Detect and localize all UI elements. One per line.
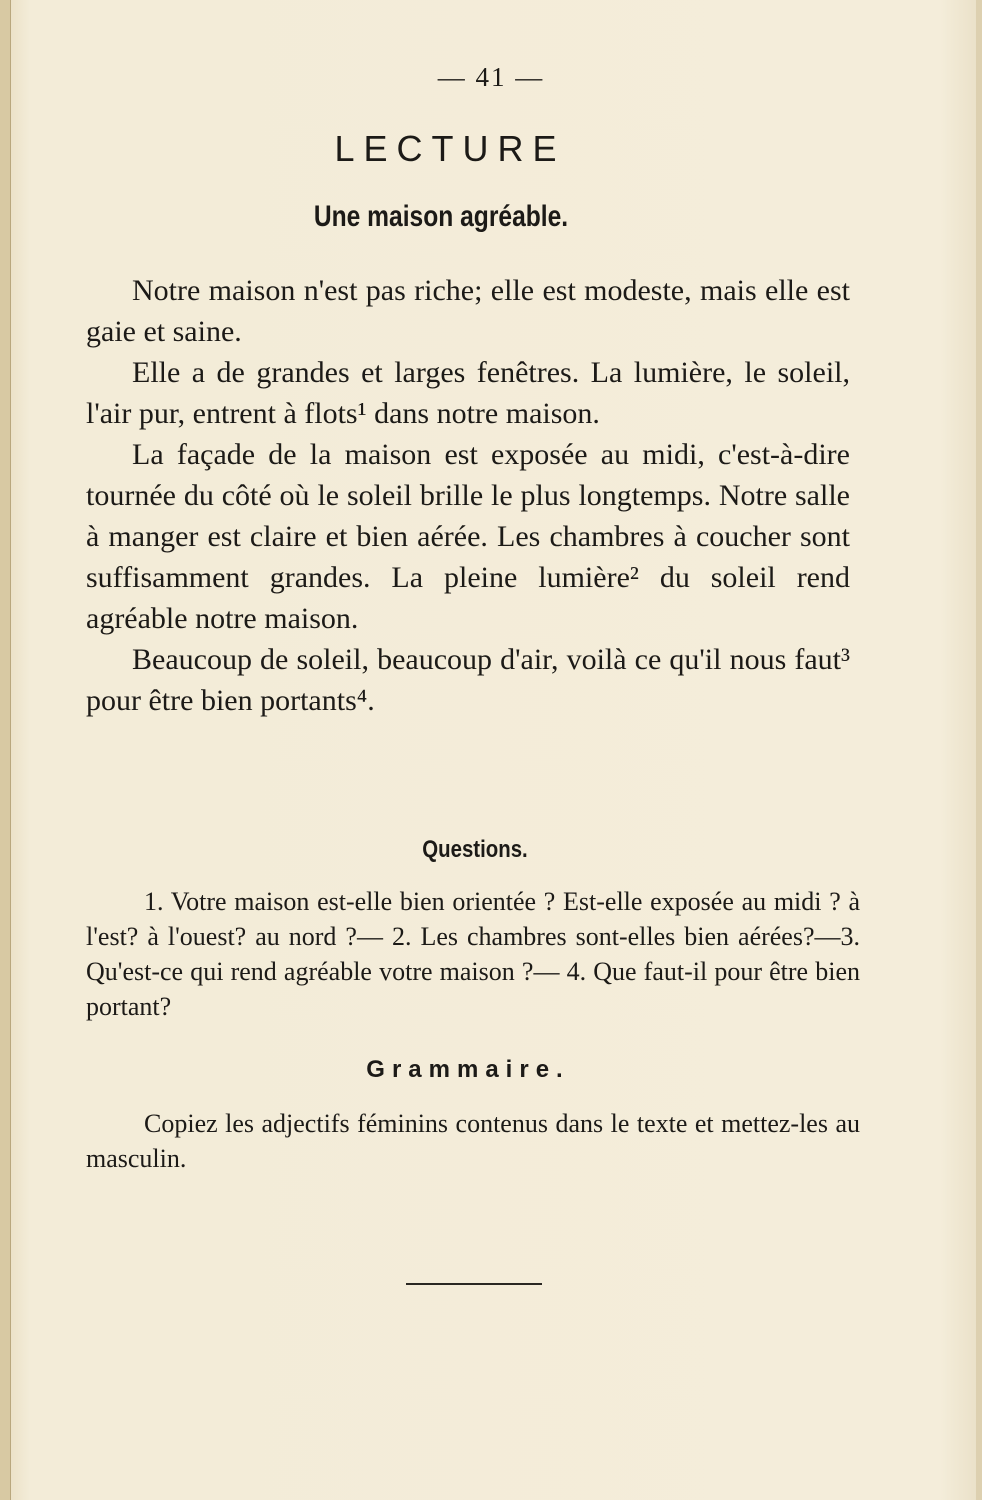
paragraph-1: Notre maison n'est pas riche; elle est modeste, mais elle est gaie et saine. xyxy=(86,274,850,348)
grammar-text: Copiez les adjectifs féminins contenus dans le texte et mettez-les au masculin. xyxy=(86,1109,860,1173)
paragraph-4: Beaucoup de soleil, beaucoup d'air, voilà ce qu'il nous faut³ pour être bien portants⁴. xyxy=(86,643,850,717)
questions-text: 1. Votre maison est-elle bien orientée ? Est-elle exposée au midi ? à l'est? à l'ouest? au nord ?— 2. Les chambres sont-elles bien aérées?—3. Qu'est-ce qui rend agréable votre maison ?— 4. Que faut-il pour être bien portant? xyxy=(86,887,860,1021)
closing-rule xyxy=(406,1283,542,1285)
page-number: — 41 — xyxy=(437,62,545,92)
grammar-block xyxy=(86,1106,860,1176)
questions-heading: Questions. xyxy=(422,836,528,863)
paragraph-2: Elle a de grandes et larges fenêtres. La lumière, le soleil, l'air pur, entrent à flots¹ dans notre maison. xyxy=(86,356,850,430)
reading-text xyxy=(86,270,850,721)
paragraph-3: La façade de la maison est exposée au midi, c'est-à-dire tournée du côté où le soleil brille le plus longtemps. Notre salle à manger est claire et bien aérée. Les chambres à coucher sont suffisamment grandes. La pleine lumière² du soleil rend agréable notre maison. xyxy=(86,438,850,635)
lecture-heading: LECTURE xyxy=(334,128,566,169)
page-binding-edge xyxy=(0,0,11,1500)
story-title: Une maison agréable. xyxy=(313,200,569,233)
questions-block xyxy=(86,884,860,1024)
grammar-heading: Grammaire. xyxy=(366,1056,570,1083)
page-right-edge xyxy=(976,0,982,1500)
